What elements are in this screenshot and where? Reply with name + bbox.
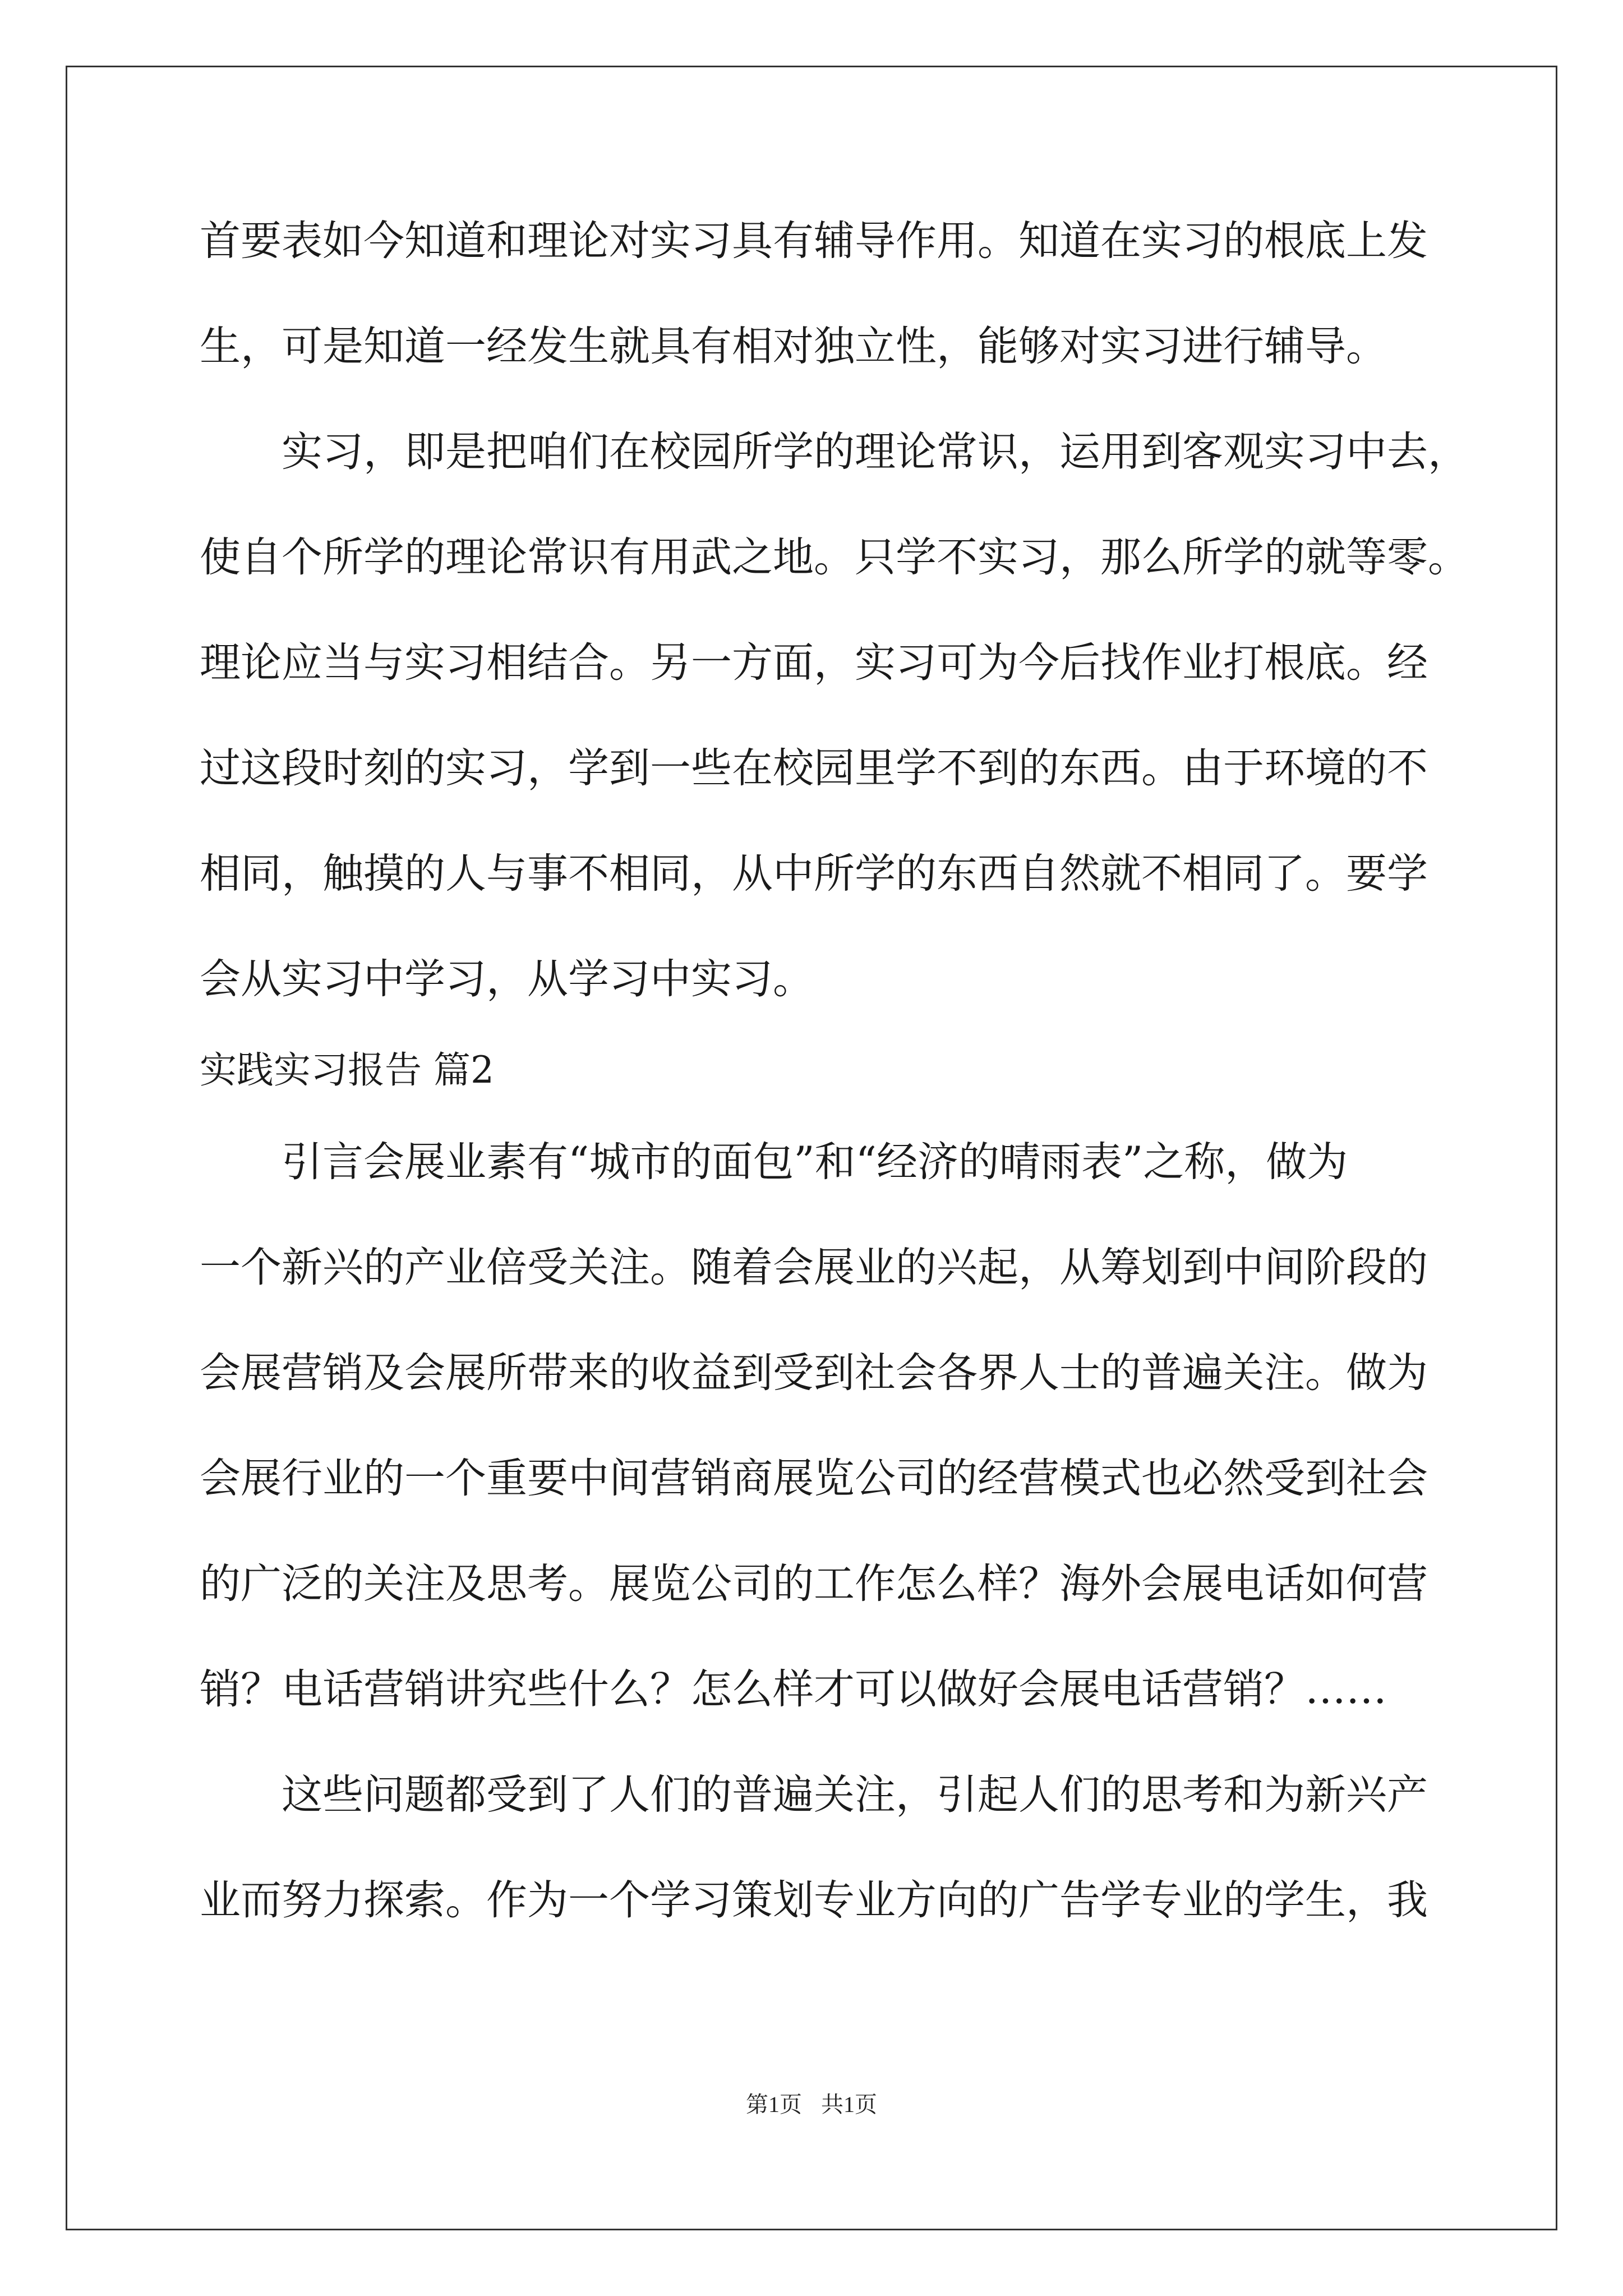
paragraph-line: 相同，触摸的人与事不相同，从中所学的东西自然就不相同了。要学 [200,850,1428,898]
paragraph-line: 会展营销及会展所带来的收益到受到社会各界人士的普遍关注。做为 [200,1349,1428,1397]
paragraph-line: 销？电话营销讲究些什么？怎么样才可以做好会展电话营销？…… [200,1665,1387,1713]
section-heading: 实践实习报告 篇2 [200,1048,494,1092]
paragraph-line: 生，可是知道一经发生就具有相对独立性，能够对实习进行辅导。 [200,323,1387,370]
paragraph-line: 会从实习中学习，从学习中实习。 [200,955,814,1003]
paragraph-line: 实习，即是把咱们在校园所学的理论常识，运用到客观实习中去， [282,428,1469,476]
paragraph-line: 的广泛的关注及思考。展览公司的工作怎么样？海外会展电话如何营 [200,1560,1428,1608]
paragraph-line: 使自个所学的理论常识有用武之地。只学不实习，那么所学的就等零。 [200,533,1469,581]
page-number-current: 第1页 [746,2092,802,2117]
paragraph-line: 过这段时刻的实习，学到一些在校园里学不到的东西。由于环境的不 [200,744,1428,792]
page-number-total: 共1页 [821,2092,877,2117]
paragraph-line: 业而努力探索。作为一个学习策划专业方向的广告学专业的学生，我 [200,1876,1428,1924]
paragraph-line: 这些问题都受到了人们的普遍关注，引起人们的思考和为新兴产 [282,1771,1428,1819]
paragraph-line: 首要表如今知道和理论对实习具有辅导作用。知道在实习的根底上发 [200,217,1428,265]
paragraph-line: 会展行业的一个重要中间营销商展览公司的经营模式也必然受到社会 [200,1455,1428,1502]
page-footer [0,2087,1623,2119]
paragraph-line: 理论应当与实习相结合。另一方面，实习可为今后找作业打根底。经 [200,639,1428,687]
paragraph-line: 一个新兴的产业倍受关注。随着会展业的兴起，从筹划到中间阶段的 [200,1244,1428,1291]
paragraph-line: 引言会展业素有“城市的面包”和“经济的晴雨表”之称，做为 [282,1138,1348,1186]
